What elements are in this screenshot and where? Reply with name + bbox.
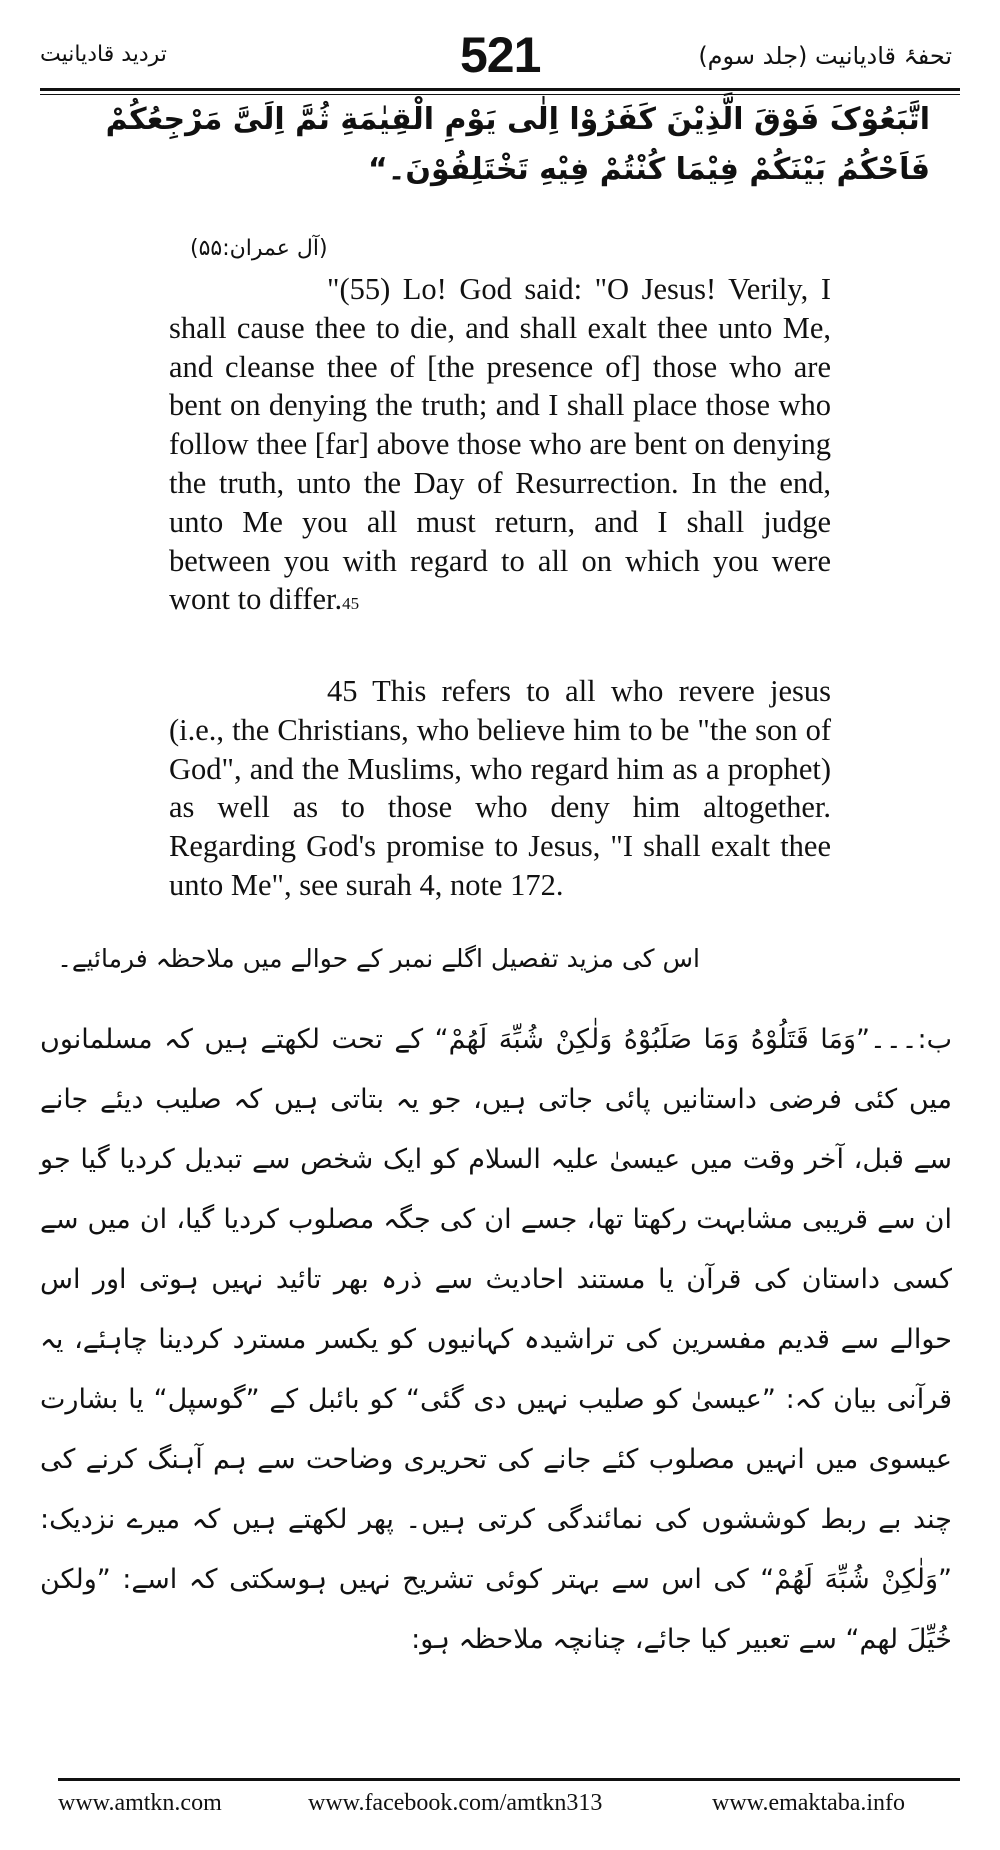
urdu-note: اس کی مزید تفصیل اگلے نمبر کے حوالے میں ملاحظہ فرمائیے۔ <box>57 944 700 973</box>
footer-rule <box>58 1778 960 1781</box>
verse-line-1: اتَّبَعُوْکَ فَوْقَ الَّذِیْنَ کَفَرُوْا اِلٰی یَوْمِ الْقِیٰمَةِ ثُمَّ اِلَیَّ مَرْجِعُکُمْ <box>105 102 930 137</box>
translation-text: "(55) Lo! God said: "O Jesus! Verily, I shall cause thee to die, and shall exalt thee unto Me, and cleanse thee of [the presence of] those who are bent on denying the truth; and I shall place those who follow thee [far] above those who are bent on denying the truth, unto the Day of Resurrection. In the end, unto Me you all must return, and I shall judge between you with regard to all on which you were wont to differ. <box>169 272 831 617</box>
footnote-marker: 45 <box>342 594 360 614</box>
header-rule-thin <box>40 94 960 95</box>
verse-line-2: فَاَحْکُمُ بَیْنَکُمْ فِیْمَا کُنْتُمْ فِیْهِ تَخْتَلِفُوْنَ۔“ <box>368 152 930 187</box>
section-title: تردید قادیانیت <box>40 42 167 67</box>
english-footnote <box>169 672 831 905</box>
english-translation <box>169 270 831 624</box>
header-rule <box>40 88 960 91</box>
footer-link-facebook[interactable]: www.facebook.com/amtkn313 <box>308 1790 603 1816</box>
urdu-paragraph: ب:۔۔۔”وَمَا قَتَلُوْهُ وَمَا صَلَبُوْهُ وَلٰکِنْ شُبِّهَ لَهُمْ“ کے تحت لکھتے ہیں کہ مسلمانوں میں کئی فرضی داستانیں پائی جاتی ہیں، جو یہ بتاتی ہیں کہ صلیب دیئے جانے سے قبل، آخر وقت میں عیسیٰ علیہ السلام کو ایک شخص سے تبدیل کردیا گیا جو ان سے قریبی مشابہت رکھتا تھا، جسے ان کی جگہ مصلوب کردیا گیا، ان میں سے کسی داستان کی قرآن یا مستند احادیث سے ذرہ بھر تائید نہیں ہوتی اور اس حوالے سے قدیم مفسرین کی تراشیدہ کہانیوں کو یکسر مسترد کردینا چاہئے، یہ قرآنی بیان کہ: ”عیسیٰ کو صلیب نہیں دی گئی“ کو بائبل کے ”گوسپل“ یا بشارت عیسوی میں انہیں مصلوب کئے جانے کی تحریری وضاحت سے ہم آہنگ کرنے کی چند بے ربط کوششوں کی نمائندگی کرتی ہیں۔ پھر لکھتے ہیں کہ میرے نزدیک: ”وَلٰکِنْ شُبِّهَ لَهُمْ“ کی اس سے بہتر کوئی تشریح نہیں ہوسکتی کہ اسے: ”ولکن خُیِّلَ لهم“ سے تعبیر کیا جائے، چنانچہ ملاحظہ ہو: <box>40 1024 952 1655</box>
footer-link-emaktaba[interactable]: www.emaktaba.info <box>712 1790 906 1816</box>
book-title: تحفۂ قادیانیت (جلد سوم) <box>698 42 952 70</box>
page-number: 521 <box>460 27 541 83</box>
footer-link-amtkn[interactable]: www.amtkn.com <box>58 1790 222 1816</box>
verse-reference: (آل عمران:۵۵) <box>190 236 328 261</box>
footnote-text: 45 This refers to all who revere jesus (i.e., the Christians, who believe him to be "the son of God", and the Muslims, who regard him as a prophet) as well as to those who deny him altogether. Regarding God's promise to Jesus, "I shall exalt thee unto Me", see surah 4, note 172. <box>169 674 831 902</box>
